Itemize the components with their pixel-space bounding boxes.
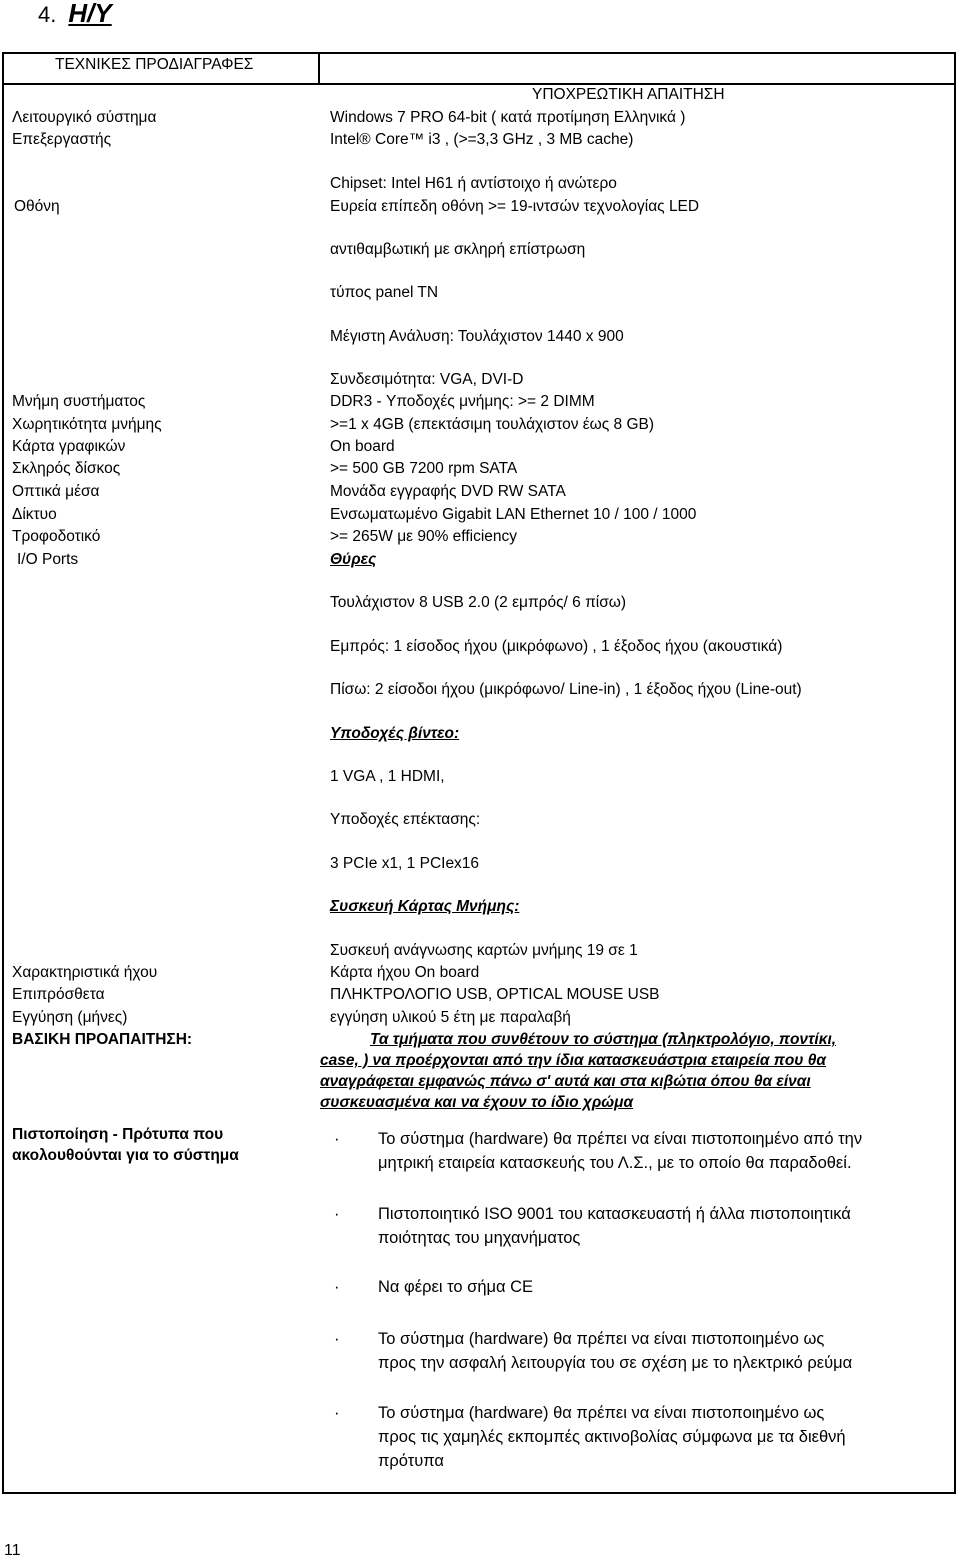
value-psu: >= 265W με 90% efficiency [330, 528, 518, 545]
label-basic-prerequisite: ΒΑΣΙΚΗ ΠΡΟΑΠΑΙΤΗΣΗ: [12, 1031, 193, 1048]
label-os: Λειτουργικό σύστημα [12, 109, 157, 126]
value-chipset: Chipset: Intel H61 ή αντίστοιχο ή ανώτερο [330, 175, 617, 192]
certification-item-line: πρότυπα [378, 1452, 444, 1470]
value-connectivity: Συνδεσιμότητα: VGA, DVI-D [330, 371, 524, 388]
label-io-ports: I/O Ports [17, 551, 79, 568]
label-capacity: Χωρητικότητα μνήμης [12, 416, 162, 433]
basic-requirement-line: συσκευασμένα και να έχουν το ίδιο χρώμα [320, 1094, 634, 1111]
basic-requirement-line: case, ) να προέρχονται από την ίδια κατασκευάστρια εταιρεία που θα [320, 1052, 827, 1069]
value-disk: >= 500 GB 7200 rpm SATA [330, 460, 518, 477]
bullet-icon: · [334, 1330, 340, 1348]
value-screen: Ευρεία επίπεδη οθόνη >= 19-ιντσών τεχνολογίας LED [330, 198, 700, 215]
section-title: Η/Υ [68, 0, 112, 28]
value-expansion-heading: Υποδοχές επέκτασης: [330, 811, 481, 828]
label-cpu: Επεξεργαστής [12, 131, 112, 148]
certification-item-line: προς την ασφαλή λειτουργία του σε σχέση με το ηλεκτρικό ρεύμα [378, 1354, 853, 1372]
label-extras: Επιπρόσθετα [12, 986, 105, 1003]
basic-requirement-line: Τα τμήματα που συνθέτουν το σύστημα (πληκτρολόγιο, ποντίκι, [370, 1031, 837, 1048]
bullet-icon: · [334, 1130, 340, 1148]
certification-item-line: ποιότητας του μηχανήματος [378, 1229, 581, 1247]
value-optical: Μονάδα εγγραφής DVD RW SATA [330, 483, 566, 500]
value-front-audio: Εμπρός: 1 είσοδος ήχου (μικρόφωνο) , 1 έξοδος ήχου (ακουστικά) [330, 638, 783, 655]
value-resolution: Μέγιστη Ανάλυση: Τουλάχιστον 1440 x 900 [330, 328, 624, 345]
certification-item-line: Το σύστημα (hardware) θα πρέπει να είναι πιστοποιημένο ως [378, 1330, 825, 1348]
value-card-reader: Συσκευή ανάγνωσης καρτών μνήμης 19 σε 1 [330, 942, 638, 959]
value-ports-heading: Θύρες [330, 551, 377, 568]
bullet-icon: · [334, 1278, 340, 1296]
value-card-heading: Συσκευή Κάρτας Μνήμης: [330, 898, 520, 915]
value-memory: DDR3 - Υποδοχές μνήμης: >= 2 DIMM [330, 393, 595, 410]
value-audio: Κάρτα ήχου On board [330, 964, 480, 981]
label-memory: Μνήμη συστήματος [12, 393, 146, 410]
header-requirement: ΥΠΟΧΡΕΩΤΙΚΗ ΑΠΑΙΤΗΣΗ [532, 86, 725, 103]
certification-item-line: Πιστοποιητικό ISO 9001 του κατασκευαστή ή άλλα πιστοποιητικά [378, 1205, 851, 1223]
header-rule [2, 83, 956, 85]
value-panel: τύπος panel TN [330, 284, 439, 301]
bullet-icon: · [334, 1404, 340, 1422]
value-os: Windows 7 PRO 64-bit ( κατά προτίμηση Ελληνικά ) [330, 109, 686, 126]
value-cpu: Intel® Core™ i3 , (>=3,3 GHz , 3 MB cache) [330, 131, 634, 148]
certification-item-line: μητρική εταιρεία κατασκευής του Λ.Σ., με το οποίο θα παραδοθεί. [378, 1154, 852, 1172]
value-usb: Τουλάχιστον 8 USB 2.0 (2 εμπρός/ 6 πίσω) [330, 594, 627, 611]
certification-item-line: Να φέρει το σήμα CE [378, 1278, 534, 1296]
label-network: Δίκτυο [12, 506, 57, 523]
value-video-heading: Υποδοχές βίντεο: [330, 725, 460, 742]
header-column-divider [318, 52, 320, 84]
label-screen: Οθόνη [14, 198, 60, 215]
value-capacity: >=1 x 4GB (επεκτάσιμη τουλάχιστον έως 8 GB) [330, 416, 655, 433]
value-network: Ενσωματωμένο Gigabit LAN Ethernet 10 / 100 / 1000 [330, 506, 697, 523]
section-heading [38, 0, 112, 29]
label-warranty: Εγγύηση (μήνες) [12, 1009, 128, 1026]
label-audio: Χαρακτηριστικά ήχου [12, 964, 158, 981]
header-specifications: ΤΕΧΝΙΚΕΣ ΠΡΟΔΙΑΓΡΑΦΕΣ [55, 56, 254, 73]
label-certification-line1: Πιστοποίηση - Πρότυπα που [12, 1126, 224, 1143]
value-expansion: 3 PCIe x1, 1 PCIex16 [330, 855, 480, 872]
basic-requirement-line: αναγράφεται εμφανώς πάνω σ' αυτά και στα κιβώτια όπου θα είναι [320, 1073, 811, 1090]
label-gpu: Κάρτα γραφικών [12, 438, 126, 455]
bullet-icon: · [334, 1205, 340, 1223]
label-optical: Οπτικά μέσα [12, 483, 100, 500]
value-gpu: On board [330, 438, 395, 455]
certification-item-line: Το σύστημα (hardware) θα πρέπει να είναι πιστοποιημένο ως [378, 1404, 825, 1422]
certification-item-line: Το σύστημα (hardware) θα πρέπει να είναι πιστοποιημένο από την [378, 1130, 863, 1148]
value-warranty: εγγύηση υλικού 5 έτη με παραλαβή [330, 1009, 571, 1026]
certification-item-line: προς τις χαμηλές εκπομπές ακτινοβολίας σύμφωνα με τα διεθνή [378, 1428, 846, 1446]
label-disk: Σκληρός δίσκος [12, 460, 121, 477]
page-number: 11 [4, 1542, 21, 1559]
label-psu: Τροφοδοτικό [12, 528, 101, 545]
section-number: 4. [38, 2, 57, 27]
value-video: 1 VGA , 1 HDMI, [330, 768, 445, 785]
value-antiglare: αντιθαμβωτική με σκληρή επίστρωση [330, 241, 586, 258]
label-certification-line2: ακολουθούνται για το σύστημα [12, 1147, 239, 1164]
value-extras: ΠΛΗΚΤΡΟΛΟΓΙΟ USB, OPTICAL MOUSE USB [330, 986, 660, 1003]
value-back-audio: Πίσω: 2 είσοδοι ήχου (μικρόφωνο/ Line-in) , 1 έξοδος ήχου (Line-out) [330, 681, 802, 698]
